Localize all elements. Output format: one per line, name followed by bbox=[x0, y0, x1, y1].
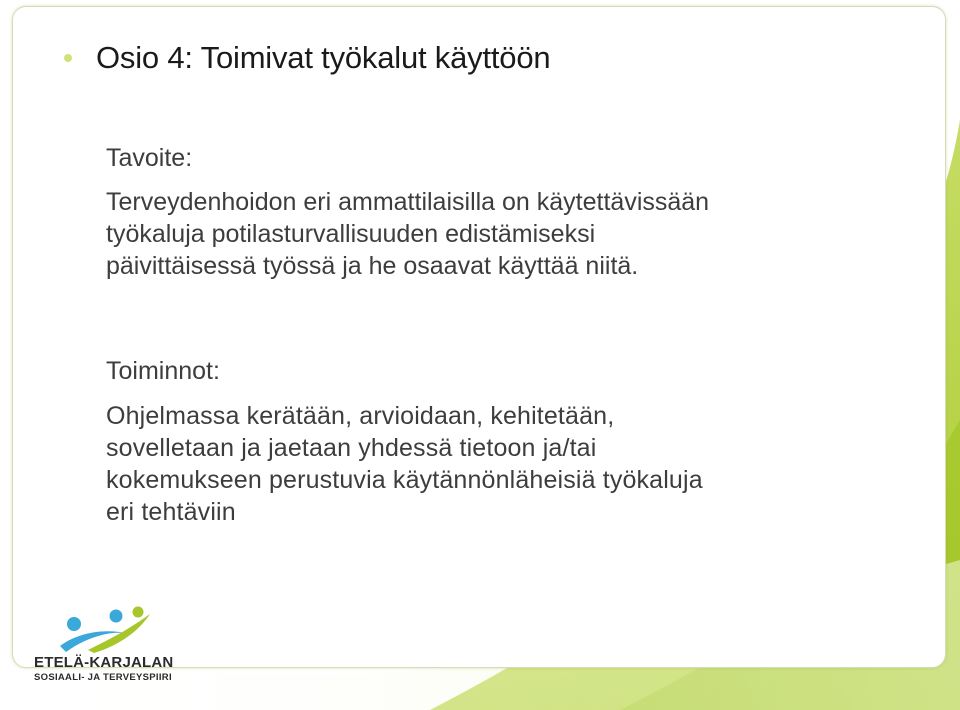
activities-line: kokemukseen perustuvia käytännönläheisiä työkaluja bbox=[106, 466, 703, 494]
bullet-icon bbox=[64, 54, 72, 62]
goal-text bbox=[106, 186, 906, 282]
people-swoosh-icon bbox=[58, 606, 158, 654]
activities-text bbox=[106, 400, 906, 528]
title-row bbox=[64, 40, 550, 76]
activities-line: Ohjelmassa kerätään, arvioidaan, kehitetään, bbox=[106, 402, 615, 430]
logo-subtitle: SOSIAALI- JA TERVEYSPIIRI bbox=[34, 672, 172, 683]
goal-line: Terveydenhoidon eri ammattilaisilla on käytettävissään bbox=[106, 188, 710, 216]
logo-name: ETELÄ-KARJALAN bbox=[34, 654, 174, 671]
goal-label: Tavoite: bbox=[106, 144, 193, 172]
goal-line: päivittäisessä työssä ja he osaavat käyttää niitä. bbox=[106, 252, 639, 280]
organization-logo bbox=[30, 606, 174, 686]
activities-line: eri tehtäviin bbox=[106, 498, 236, 526]
activities-label: Toiminnot: bbox=[106, 357, 220, 385]
slide-title: Osio 4: Toimivat työkalut käyttöön bbox=[96, 40, 551, 75]
content-frame bbox=[12, 6, 946, 668]
activities-line: sovelletaan ja jaetaan yhdessä tietoon ja/tai bbox=[106, 434, 597, 462]
goal-line: työkaluja potilasturvallisuuden edistämiseksi bbox=[106, 220, 596, 248]
